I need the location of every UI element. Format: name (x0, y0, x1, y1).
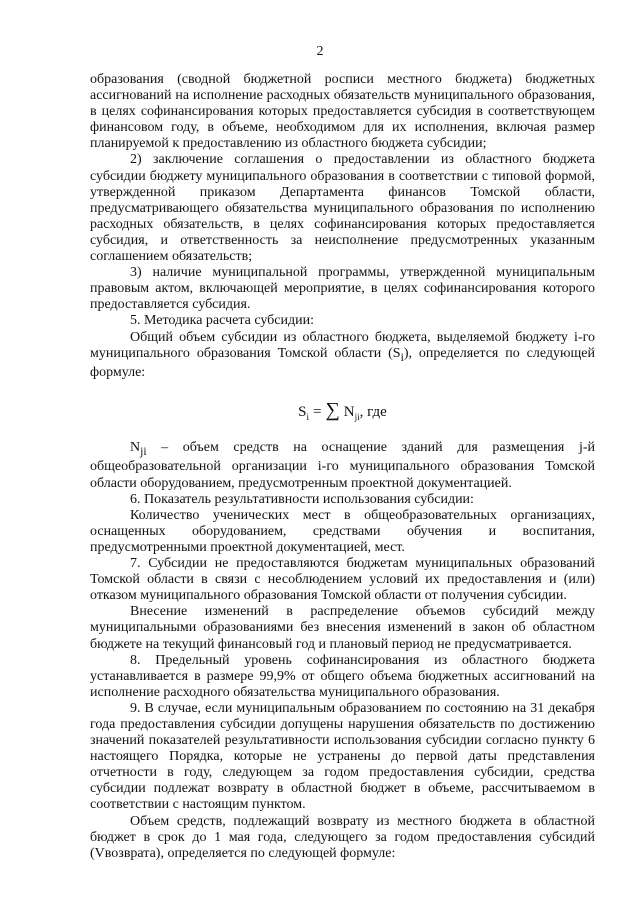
formula-sum-sign: ∑ (325, 398, 340, 421)
paragraph-refund-volume: Объем средств, подлежащий возврату из местного бюджета в областной бюджет в срок до 1 мая года, следующего за годом предоставления субсидий (Vвозврата), определяется по следующей формуле: (90, 813, 595, 861)
paragraph-condition-3: 3) наличие муниципальной программы, утвержденной муниципальным правовым актом, включающей мероприятие, в целях софинансирования которого предоставляется субсидия. (90, 265, 595, 313)
paragraph-result-indicator: Количество ученических мест в общеобразовательных организациях, оснащенных оборудованием, средствами обучения и воспитания, предусмотренными проектной документацией, мест. (90, 507, 595, 555)
subsidy-volume-text-a: Общий объем субсидии из областного бюджета, выделяемой бюджету i-го муниципального образования Томской области (S (90, 329, 595, 361)
formula-lhs (298, 404, 309, 422)
subsidy-formula (90, 382, 595, 440)
page-number: 2 (316, 44, 324, 59)
subsidy-volume-subscript: i (400, 350, 404, 364)
section-7-paragraph: 7. Субсидии не предоставляются бюджетам муниципальных образований Томской области в связи с несоблюдением условий их предоставления и (или) отказом муниципального образования Томской области от получения субсидии. (90, 556, 595, 604)
paragraph-budget-allocations: образования (сводной бюджетной росписи местного бюджета) бюджетных ассигнований на исполнение расходных обязательств муниципального образования, в целях софинансирования которых предоставляется субсидия в соответствующем финансовом году, в объеме, необходимом для их исполнения, включая размер планируемой к предоставлению из областного бюджета субсидии; (90, 72, 595, 152)
paragraph-distribution-changes: Внесение изменений в распределение объемов субсидий между муниципальными образованиями без внесения изменений в закон об областном бюджете на текущий финансовый год и плановый период не предусматривается. (90, 604, 595, 652)
paragraph-condition-2: 2) заключение соглашения о предоставлении из областного бюджета субсидии бюджету муниципального образования в соответствии с типовой формой, утвержденной приказом Департамента финансов Томской области, предусматривающего обязательства муниципального образования по исполнению расходных обязательств, в целях софинансирования которых предоставляется субсидия, и ответственность за неисполнение предусмотренных указанным соглашением обязательств; (90, 152, 595, 265)
section-5-heading: 5. Методика расчета субсидии: (130, 313, 315, 329)
nji-definition-text: – объем средств на оснащение зданий для размещения j-й общеобразовательной организации i-го муниципального образования Томской области оборудованием, предусмотренным проектной документацией. (90, 439, 595, 491)
formula-term-symbol: N (343, 403, 355, 420)
formula-tail: , где (359, 403, 387, 420)
formula-lhs-symbol: S (298, 403, 307, 420)
section-8-paragraph: 8. Предельный уровень софинансирования из областного бюджета устанавливается в размере 99,9% от общего объема бюджетных ассигнований на исполнение расходного обязательства муниципального образования. (90, 652, 595, 700)
subsidy-volume-text-b: ), определяется по следующей формуле: (90, 345, 595, 381)
formula-lhs-subscript: i (306, 411, 310, 422)
document-body (90, 72, 595, 862)
formula-term-subscript: ji (354, 411, 360, 422)
formula-term (344, 404, 387, 422)
section-9-paragraph: 9. В случае, если муниципальным образованием по состоянию на 31 декабря года предоставления субсидии допущены нарушения обязательств по достижению значений показателей результативности использования субсидии согласно пункту 6 настоящего Порядка, которые не устранены до первой даты представления отчетности в году, следующем за годом предоставления субсидии, средства субсидии подлежат возврату в областной бюджет в объеме, рассчитываемом в соответствии с настоящим пунктом. (90, 700, 595, 813)
paragraph-nji-definition (90, 440, 595, 492)
nji-symbol: N (130, 439, 141, 455)
nji-subscript: ji (140, 444, 147, 458)
formula-equals: = (313, 403, 322, 420)
paragraph-subsidy-volume (90, 330, 595, 382)
section-6-heading: 6. Показатель результативности использования субсидии: (130, 491, 474, 507)
